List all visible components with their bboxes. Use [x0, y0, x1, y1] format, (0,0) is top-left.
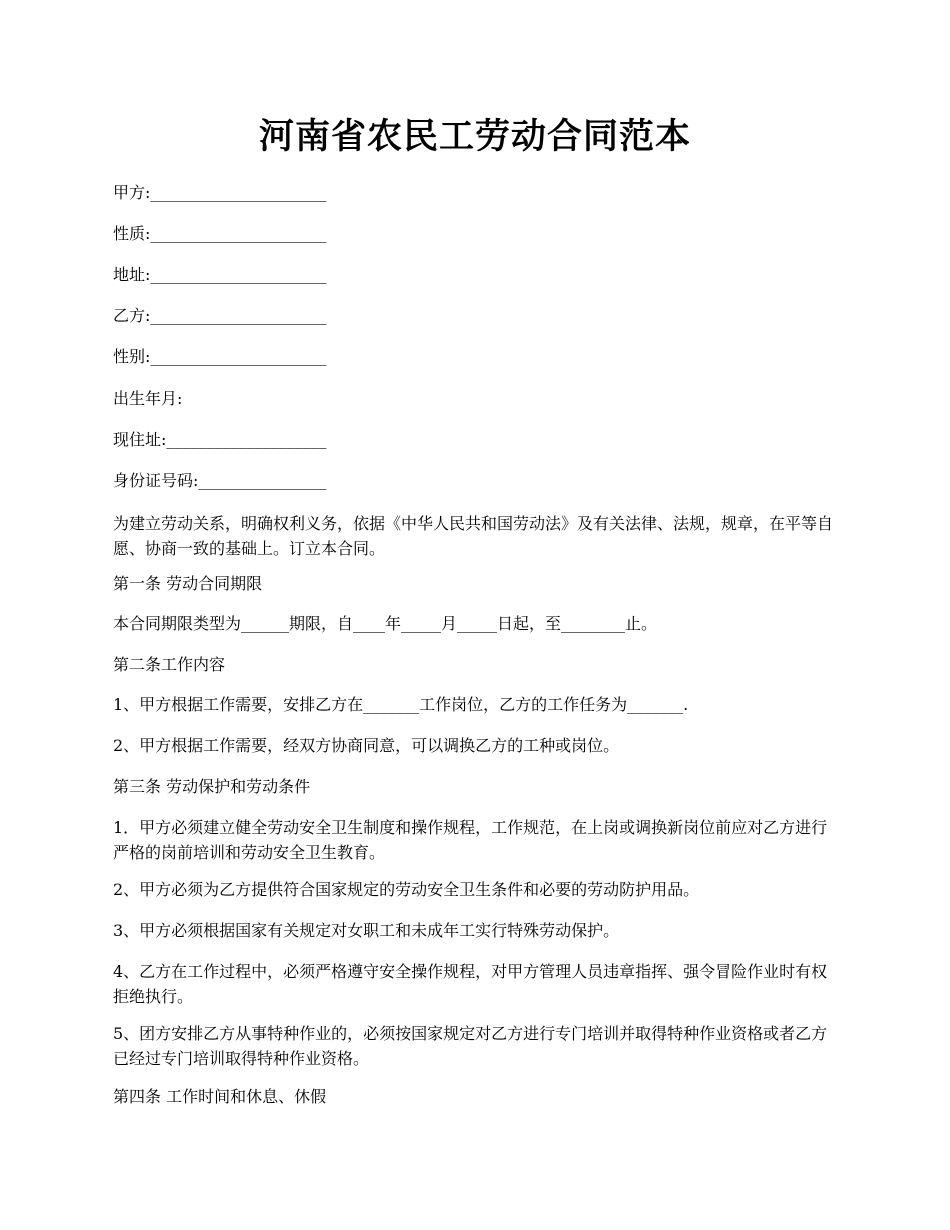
article-2-heading: 第二条工作内容 — [113, 655, 226, 674]
field-party-b: 乙方:______________________ — [113, 306, 327, 325]
field-current-address: 现住址:____________________ — [113, 430, 327, 449]
field-birth-date: 出生年月: — [113, 389, 183, 408]
article-3-item-2: 2、甲方必须为乙方提供符合国家规定的劳动安全卫生条件和必要的劳动防护用品。 — [113, 880, 700, 899]
field-id-number: 身份证号码:________________ — [113, 471, 327, 490]
field-nature: 性质:______________________ — [113, 224, 327, 243]
field-address: 地址:______________________ — [113, 265, 327, 284]
article-2-item-2: 2、甲方根据工作需要，经双方协商同意，可以调换乙方的工种或岗位。 — [113, 736, 620, 755]
field-party-a: 甲方:______________________ — [113, 183, 327, 202]
article-3-heading: 第三条 劳动保护和劳动条件 — [113, 777, 311, 796]
article-3-item-4: 4、乙方在工作过程中，必须严格遵守安全操作规程，对甲方管理人员违章指挥、强令冒险作业时有权拒绝执行。 — [113, 962, 828, 1006]
document-title: 河南省农民工劳动合同范本 — [258, 116, 691, 157]
article-1-body: 本合同期限类型为______期限，自____年_____月_____日起，至________止。 — [113, 614, 658, 633]
article-2-item-1: 1、甲方根据工作需要，安排乙方在_______工作岗位，乙方的工作任务为_______. — [113, 695, 689, 714]
article-1-heading: 第一条 劳动合同期限 — [113, 574, 263, 593]
article-3-item-1: 1．甲方必须建立健全劳动安全卫生制度和操作规程，工作规范，在上岗或调换新岗位前应对乙方进行严格的岗前培训和劳动安全卫生教育。 — [113, 818, 828, 862]
field-gender: 性别:______________________ — [113, 347, 327, 366]
article-4-heading: 第四条 工作时间和休息、休假 — [113, 1087, 327, 1106]
article-3-item-3: 3、甲方必须根据国家有关规定对女职工和未成年工实行特殊劳动保护。 — [113, 921, 620, 940]
preamble-paragraph: 为建立劳动关系，明确权利义务，依据《中华人民共和国劳动法》及有关法律、法规，规章，在平等自愿、协商一致的基础上。订立本合同。 — [113, 514, 834, 558]
article-3-item-5: 5、团方安排乙方从事特种作业的，必须按国家规定对乙方进行专门培训并取得特种作业资格或者乙方已经过专门培训取得特种作业资格。 — [113, 1024, 828, 1068]
